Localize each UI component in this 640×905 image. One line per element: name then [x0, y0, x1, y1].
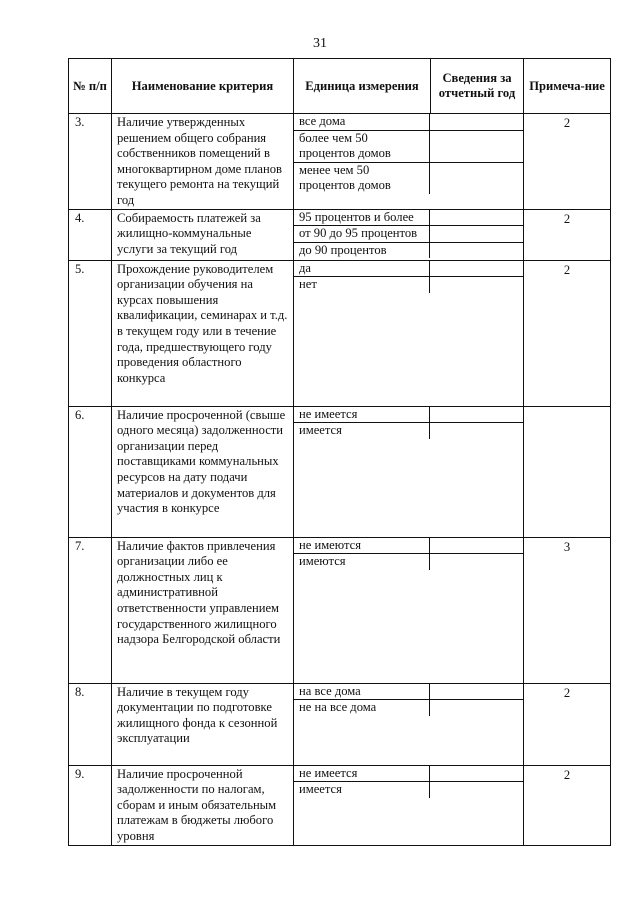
unit-option: да: [294, 261, 430, 277]
criterion-name: Собираемость платежей за жилищно-коммунальные услуги за текущий год: [112, 209, 294, 260]
reported-value-cell: [430, 554, 523, 570]
unit-option-row: [294, 277, 523, 293]
row-number: 5.: [69, 260, 112, 406]
header-unit: Единица измерения: [294, 59, 431, 114]
table-row: [69, 537, 611, 683]
unit-options: [294, 209, 524, 260]
unit-options: [294, 537, 524, 683]
unit-option-row: [294, 782, 523, 798]
unit-option-row: [294, 684, 523, 701]
reported-value-cell: [430, 114, 523, 130]
table-header-row: [69, 59, 611, 114]
unit-option: 95 процентов и более: [294, 210, 430, 226]
header-criterion: Наименование критерия: [112, 59, 294, 114]
unit-option-row: [294, 114, 523, 131]
unit-option-row: [294, 423, 523, 439]
unit-option: менее чем 50 процентов домов: [294, 163, 430, 194]
unit-option-row: [294, 210, 523, 227]
criterion-name: Наличие просроченной задолженности по налогам, сборам и иным обязательным платежам в бюджеты любого уровня: [112, 765, 294, 845]
unit-options: [294, 683, 524, 765]
row-number: 7.: [69, 537, 112, 683]
unit-options: [294, 260, 524, 406]
criterion-name: Прохождение руководителем организации обучения на курсах повышения квалификации, семинарах и т.д. в текущем году или в течение года, предшествующего году проведения областного конкурса: [112, 260, 294, 406]
reported-value-cell: [430, 766, 523, 782]
reported-value-cell: [430, 782, 523, 798]
reported-value-cell: [430, 131, 523, 162]
unit-options: [294, 765, 524, 845]
note-cell: [524, 406, 611, 537]
unit-option-row: [294, 766, 523, 783]
unit-option-row: [294, 226, 523, 243]
note-cell: 3: [524, 537, 611, 683]
row-number: 6.: [69, 406, 112, 537]
reported-value-cell: [430, 423, 523, 439]
unit-option: от 90 до 95 процентов: [294, 226, 430, 242]
unit-option-row: [294, 407, 523, 424]
table-row: [69, 114, 611, 210]
note-cell: 2: [524, 765, 611, 845]
unit-options: [294, 406, 524, 537]
unit-option: не имеются: [294, 538, 430, 554]
criterion-name: Наличие просроченной (свыше одного месяца) задолженности организации перед поставщиками коммунальных ресурсов на дату подачи материалов и документов для участия в конкурсе: [112, 406, 294, 537]
page-number: 31: [313, 36, 327, 51]
unit-option-row: [294, 261, 523, 278]
table-row: [69, 765, 611, 845]
row-number: 3.: [69, 114, 112, 210]
reported-value-cell: [430, 163, 523, 194]
unit-option: на все дома: [294, 684, 430, 700]
unit-option: не имеется: [294, 766, 430, 782]
reported-value-cell: [430, 407, 523, 423]
header-info: Сведения за отчетный год: [431, 59, 524, 114]
unit-option: не на все дома: [294, 700, 430, 716]
note-cell: 2: [524, 114, 611, 210]
criterion-name: Наличие в текущем году документации по подготовке жилищного фонда к сезонной эксплуатации: [112, 683, 294, 765]
criterion-name: Наличие утвержденных решением общего собрания собственников помещений в многоквартирном доме планов текущего ремонта на текущий год: [112, 114, 294, 210]
reported-value-cell: [430, 243, 523, 259]
unit-option: имеются: [294, 554, 430, 570]
unit-option-row: [294, 554, 523, 570]
unit-option: все дома: [294, 114, 430, 130]
table-row: [69, 683, 611, 765]
criterion-name: Наличие фактов привлечения организации либо ее должностных лиц к административной ответственности управлением государственного жилищного надзора Белгородской области: [112, 537, 294, 683]
reported-value-cell: [430, 226, 523, 242]
reported-value-cell: [430, 210, 523, 226]
header-note: Примеча-ние: [524, 59, 611, 114]
table-row: [69, 260, 611, 406]
note-cell: 2: [524, 683, 611, 765]
note-cell: 2: [524, 260, 611, 406]
reported-value-cell: [430, 684, 523, 700]
note-cell: 2: [524, 209, 611, 260]
unit-option-row: [294, 538, 523, 555]
unit-option: более чем 50 процентов домов: [294, 131, 430, 162]
unit-option-row: [294, 243, 523, 259]
reported-value-cell: [430, 261, 523, 277]
unit-option: не имеется: [294, 407, 430, 423]
reported-value-cell: [430, 700, 523, 716]
table-row: [69, 406, 611, 537]
row-number: 4.: [69, 209, 112, 260]
unit-option: до 90 процентов: [294, 243, 430, 259]
criteria-table: [68, 58, 611, 846]
reported-value-cell: [430, 277, 523, 293]
table-row: [69, 209, 611, 260]
unit-option-row: [294, 163, 523, 194]
reported-value-cell: [430, 538, 523, 554]
unit-option-row: [294, 131, 523, 163]
row-number: 9.: [69, 765, 112, 845]
row-number: 8.: [69, 683, 112, 765]
unit-option: нет: [294, 277, 430, 293]
unit-options: [294, 114, 524, 210]
unit-option: имеется: [294, 423, 430, 439]
unit-option: имеется: [294, 782, 430, 798]
unit-option-row: [294, 700, 523, 716]
header-num: № п/п: [69, 59, 112, 114]
